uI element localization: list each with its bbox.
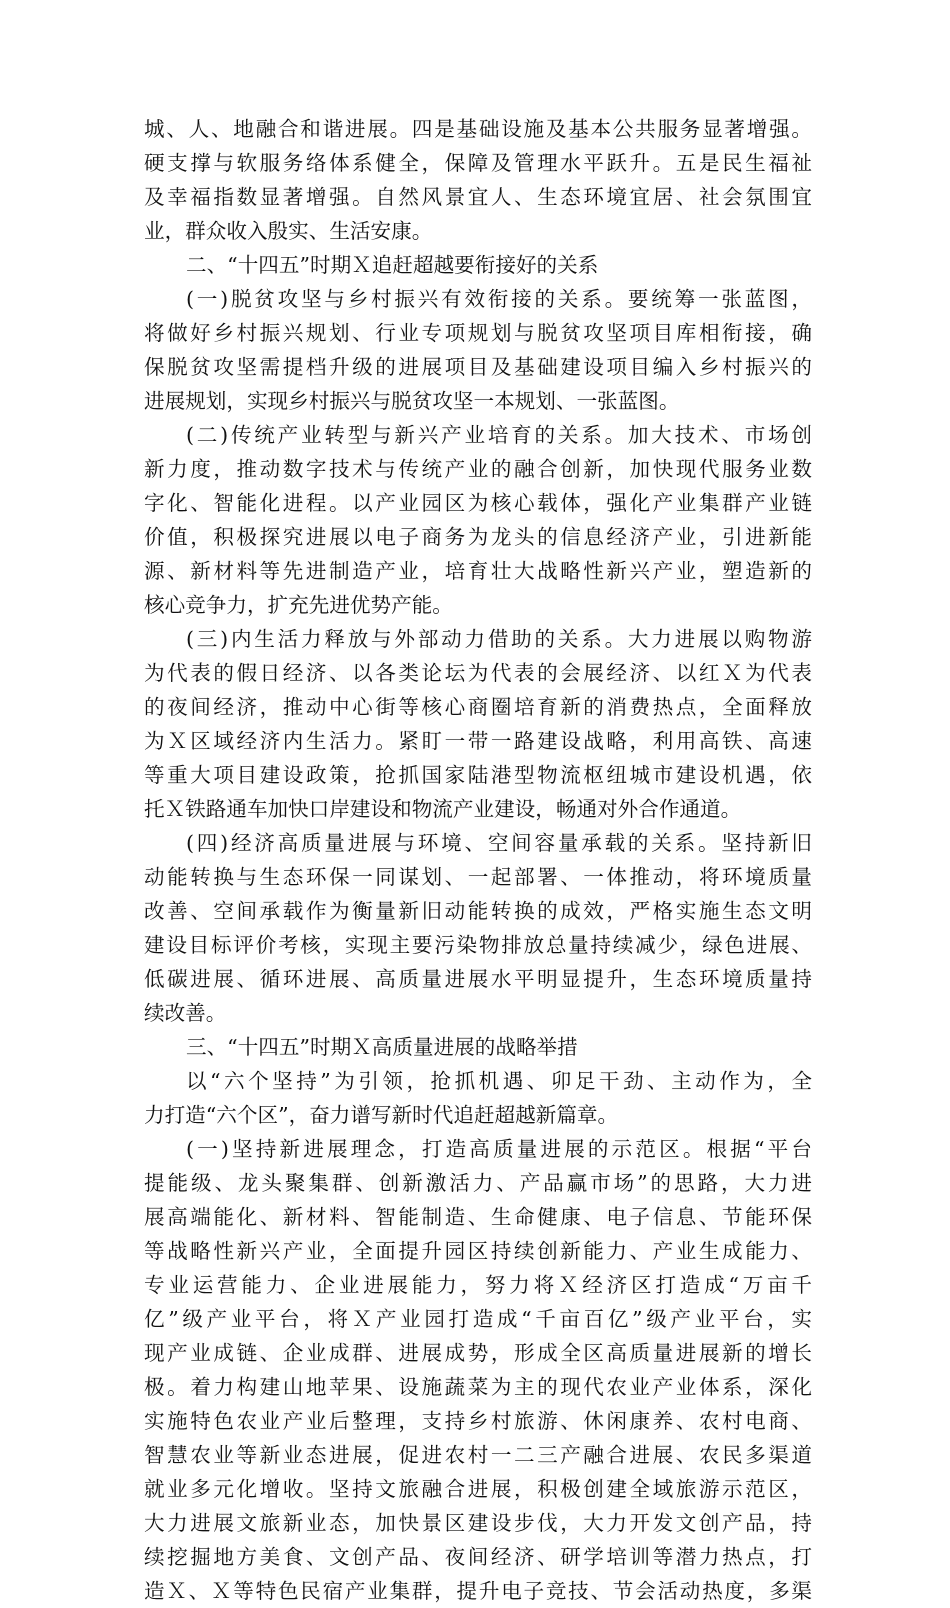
text-line: 等重大项目建设政策，抢抓国家陆港型物流枢纽城市建设机遇，依 (144, 763, 812, 787)
text-line: (四)经济高质量进展与环境、空间容量承载的关系。坚持新旧 (186, 831, 812, 855)
text-line: 托Ｘ铁路通车加快口岸建设和物流产业建设，畅通对外合作通道。 (144, 797, 742, 821)
text-line: 以“六个坚持”为引领，抢抓机遇、卯足干劲、主动作为，全 (186, 1069, 812, 1093)
document-body (144, 112, 812, 1608)
text-line: 业，群众收入殷实、生活安康。 (144, 219, 433, 243)
text-line: 展高端能化、新材料、智能制造、生命健康、电子信息、节能环保 (144, 1205, 812, 1229)
text-line: 低碳进展、循环进展、高质量进展水平明显提升，生态环境质量持 (144, 967, 812, 991)
text-line: 为Ｘ区域经济内生活力。紧盯一带一路建设战略，利用高铁、高速 (144, 729, 812, 753)
text-line: (一)脱贫攻坚与乡村振兴有效衔接的关系。要统筹一张蓝图， (186, 287, 812, 311)
text-line: 的夜间经济，推动中心街等核心商圈培育新的消费热点，全面释放 (144, 695, 812, 719)
text-line: 续挖掘地方美食、文创产品、夜间经济、研学培训等潜力热点，打 (144, 1545, 812, 1569)
text-line: 源、新材料等先进制造产业，培育壮大战略性新兴产业，塑造新的 (144, 559, 812, 583)
text-line: (二)传统产业转型与新兴产业培育的关系。加大技术、市场创 (186, 423, 812, 447)
text-line: 进展规划，实现乡村振兴与脱贫攻坚一本规划、一张蓝图。 (144, 389, 680, 413)
text-line: 二、“十四五”时期Ｘ追赶超越要衔接好的关系 (186, 253, 599, 277)
text-line: 造Ｘ、Ｘ等特色民宿产业集群，提升电子竞技、节会活动热度，多渠 (144, 1579, 812, 1603)
text-line: 将做好乡村振兴规划、行业专项规划与脱贫攻坚项目库相衔接，确 (144, 321, 812, 345)
text-line: 城、人、地融合和谐进展。四是基础设施及基本公共服务显著增强。 (144, 117, 812, 141)
text-line: 专业运营能力、企业进展能力，努力将Ｘ经济区打造成“万亩千 (144, 1273, 812, 1297)
text-line: 提能级、龙头聚集群、创新激活力、产品赢市场”的思路，大力进 (144, 1171, 812, 1195)
text-line: (三)内生活力释放与外部动力借助的关系。大力进展以购物游 (186, 627, 812, 651)
text-line: 现产业成链、企业成群、进展成势，形成全区高质量进展新的增长 (144, 1341, 812, 1365)
text-line: 智慧农业等新业态进展，促进农村一二三产融合进展、农民多渠道 (144, 1443, 812, 1467)
text-line: 亿”级产业平台，将Ｘ产业园打造成“千亩百亿”级产业平台，实 (144, 1307, 812, 1331)
text-line: 建设目标评价考核，实现主要污染物排放总量持续减少，绿色进展、 (144, 933, 812, 957)
text-line: 大力进展文旅新业态，加快景区建设步伐，大力开发文创产品，持 (144, 1511, 812, 1535)
text-line: 核心竞争力，扩充先进优势产能。 (144, 593, 453, 617)
text-line: 新力度，推动数字技术与传统产业的融合创新，加快现代服务业数 (144, 457, 812, 481)
text-line: 力打造“六个区”，奋力谱写新时代追赶超越新篇章。 (144, 1103, 619, 1127)
text-line: 三、“十四五”时期Ｘ高质量进展的战略举措 (186, 1035, 578, 1059)
text-line: 硬支撑与软服务络体系健全，保障及管理水平跃升。五是民生福祉 (144, 151, 812, 175)
text-line: 字化、智能化进程。以产业园区为核心载体，强化产业集群产业链 (144, 491, 812, 515)
text-line: 就业多元化增收。坚持文旅融合进展，积极创建全域旅游示范区， (144, 1477, 812, 1501)
text-line: 续改善。 (144, 1001, 227, 1025)
text-line: 极。着力构建山地苹果、设施蔬菜为主的现代农业产业体系，深化 (144, 1375, 812, 1399)
text-line: 价值，积极探究进展以电子商务为龙头的信息经济产业，引进新能 (144, 525, 812, 549)
text-line: 动能转换与生态环保一同谋划、一起部署、一体推动，将环境质量 (144, 865, 812, 889)
text-line: 为代表的假日经济、以各类论坛为代表的会展经济、以红Ｘ为代表 (144, 661, 812, 685)
text-line: 改善、空间承载作为衡量新旧动能转换的成效，严格实施生态文明 (144, 899, 812, 923)
text-line: 及幸福指数显著增强。自然风景宜人、生态环境宜居、社会氛围宜 (144, 185, 812, 209)
text-line: 等战略性新兴产业，全面提升园区持续创新能力、产业生成能力、 (144, 1239, 812, 1263)
text-line: 保脱贫攻坚需提档升级的进展项目及基础建设项目编入乡村振兴的 (144, 355, 812, 379)
text-line: (一)坚持新进展理念，打造高质量进展的示范区。根据“平台 (186, 1137, 812, 1161)
text-line: 实施特色农业产业后整理，支持乡村旅游、休闲康养、农村电商、 (144, 1409, 812, 1433)
